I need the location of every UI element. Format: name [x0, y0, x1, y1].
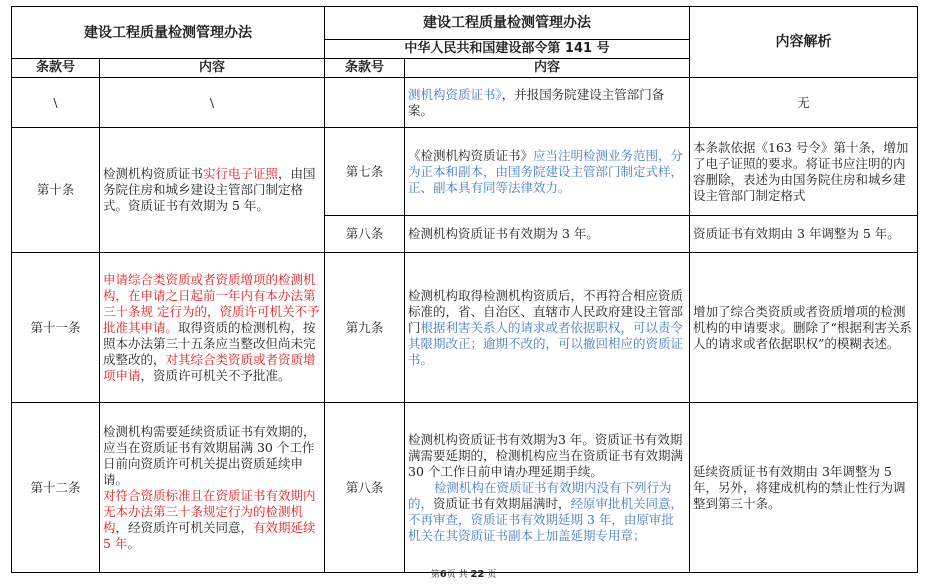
- new-regulation-title: 建设工程质量检测管理办法: [12, 7, 325, 59]
- article-number: 第十一条: [12, 253, 100, 403]
- article-number: 第七条: [325, 128, 405, 216]
- article-number: \: [12, 78, 100, 128]
- article-content: 测机构资质证书》，并报国务院建设主管部门备案。: [405, 78, 690, 128]
- table-row: [12, 253, 918, 403]
- table-row: [12, 403, 918, 573]
- article-content: 检测机构资质证书实行电子证照，由国务院住房和城乡建设主管部门制定格式。资质证书有效期为 5 年。: [100, 128, 325, 253]
- article-content: 《检测机构资质证书》应当注明检测业务范围，分为正本和副本，由国务院建设主管部门制定式样，正、副本具有同等法律效力。: [405, 128, 690, 216]
- article-content: 检测机构取得检测机构资质后，不再符合相应资质标准的，省、自治区、直辖市人民政府建设主管部门根据利害关系人的请求或者依据职权，可以责令其限期改正；逾期不改的，可以撤回相应的资质证书。: [405, 253, 690, 403]
- page-total: 22: [470, 569, 485, 580]
- page-footer: 第6页 共 22 页: [430, 569, 497, 580]
- article-content: 检测机构需要延续资质证书有效期的，应当在资质证书有效期届满 30 个工作日前向资质许可机关提出资质延续申请。 对符合资质标准且在资质证书有效期内无本办法第三十条规定行为的检测机构，经资质许可机关同意，有效期延续 5 年。: [100, 403, 325, 573]
- article-number: 第十条: [12, 128, 100, 253]
- article-number: 第十二条: [12, 403, 100, 573]
- table-row: [12, 128, 918, 216]
- article-content: 检测机构资质证书有效期为 3 年。: [405, 216, 690, 253]
- article-number: 第八条: [325, 403, 405, 573]
- analysis-text: 资质证书有效期由 3 年调整为 5 年。: [690, 216, 918, 253]
- analysis-text: 本条款依据《163 号令》第十条，增加了电子证照的要求。将证书应注明的内容删除，表述为由国务院住房和城乡建设主管部门制定格式: [690, 128, 918, 216]
- article-content: 申请综合类资质或者资质增项的检测机构，在申请之日起前一年内有本办法第三十条规 定行为的，资质许可机关不予批准其申请。取得资质的检测机构，按照本办法第三十五条应当整改但尚未完成整改的，对其综合类资质或者资质增项申请，资质许可机关不予批准。: [100, 253, 325, 403]
- table-row: [12, 78, 918, 128]
- article-number: 第九条: [325, 253, 405, 403]
- analysis-text: 增加了综合类资质或者资质增项的检测机构的申请要求。删除了“根据利害关系人的请求或者依据职权”的模糊表述。: [690, 253, 918, 403]
- col-header-content-new: 内容: [100, 59, 325, 78]
- col-header-article-new: 条款号: [12, 59, 100, 78]
- article-content: 检测机构资质证书有效期为3 年。资质证书有效期满需要延期的，检测机构应当在资质证书有效期满30 个工作日前申请办理延期手续。 检测机构在资质证书有效期内没有下列行为的，资质证书有效期届满时，经原审批机关同意，不再审查，资质证书有效期延期 3 年，由原审批机关在其资质证书副本上加盖延期专用章；: [405, 403, 690, 573]
- page-number: 6: [439, 569, 447, 580]
- col-header-content-old: 内容: [405, 59, 690, 78]
- analysis-text: 无: [690, 78, 918, 128]
- analysis-text: 延续资质证书有效期由 3年调整为 5年，另外，将建成机构的禁止性行为调整到第三十条。: [690, 403, 918, 573]
- article-number: 第八条: [325, 216, 405, 253]
- col-header-article-old: 条款号: [325, 59, 405, 78]
- comparison-table: [11, 6, 918, 573]
- article-number: [325, 78, 405, 128]
- analysis-header: 内容解析: [690, 7, 918, 78]
- article-content: \: [100, 78, 325, 128]
- old-regulation-title: 建设工程质量检测管理办法: [325, 7, 690, 40]
- old-regulation-subtitle: 中华人民共和国建设部令第 141 号: [325, 40, 690, 59]
